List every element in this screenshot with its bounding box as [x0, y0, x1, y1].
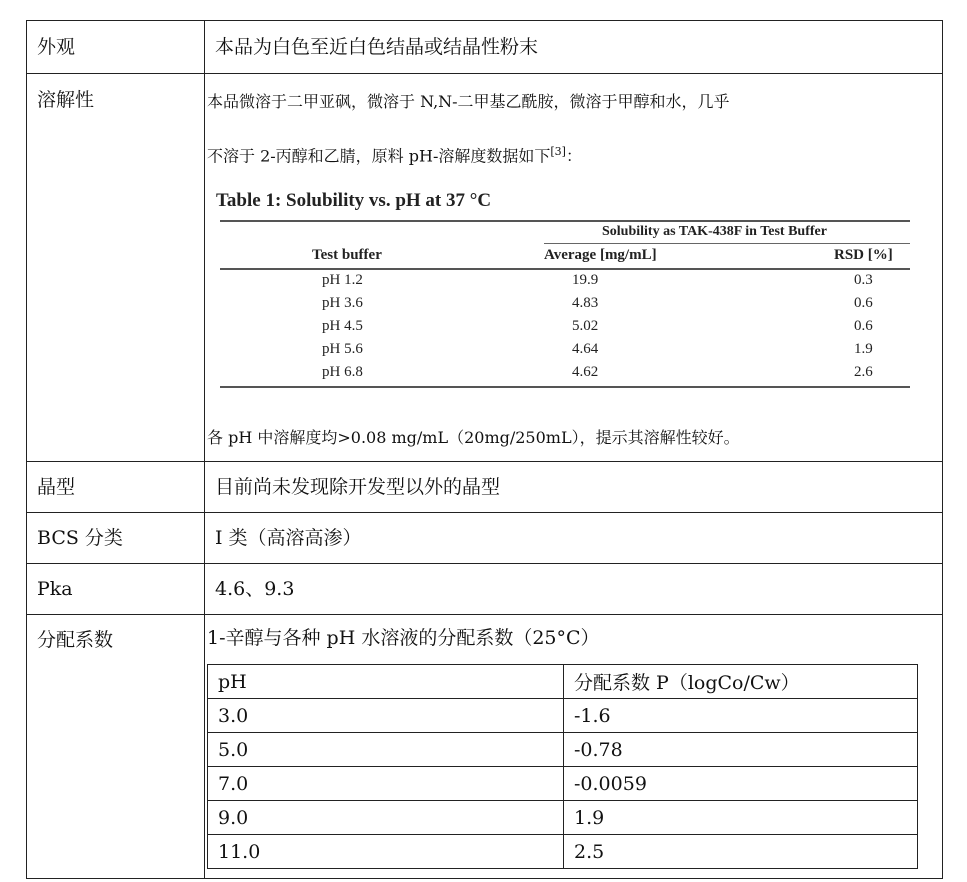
- solubility-rsd-cell: 0.6: [854, 318, 873, 334]
- solubility-average-cell: 5.02: [572, 318, 599, 334]
- partition-ph-cell: 9.0: [208, 801, 564, 835]
- value-bcs: I 类（高溶高渗）: [205, 513, 943, 564]
- partition-header-row: [208, 665, 918, 699]
- label-partition: 分配系数: [27, 615, 205, 879]
- partition-header-ph: pH: [208, 665, 564, 699]
- header-rule: [220, 268, 910, 270]
- label-pka: Pka: [27, 564, 205, 615]
- header-rsd: RSD [%]: [834, 247, 893, 263]
- partition-caption: 1-辛醇与各种 pH 水溶液的分配系数（25°C）: [207, 627, 600, 649]
- solubility-rsd-cell: 2.6: [854, 364, 873, 380]
- label-appearance: 外观: [27, 21, 205, 74]
- partition-ph-cell: 3.0: [208, 699, 564, 733]
- value-pka: 4.6、9.3: [205, 564, 943, 615]
- label-bcs: BCS 分类: [27, 513, 205, 564]
- solubility-rsd-cell: 0.3: [854, 272, 873, 288]
- row-appearance: [27, 21, 943, 74]
- label-crystal: 晶型: [27, 462, 205, 513]
- partition-value-cell: 2.5: [564, 835, 918, 869]
- partition-value-cell: -0.78: [564, 733, 918, 767]
- solubility-table-title: Table 1: Solubility vs. pH at 37 °C: [216, 190, 492, 211]
- header-test-buffer: Test buffer: [312, 247, 382, 263]
- table-bottom-rule: [220, 386, 910, 388]
- solubility-table-figure: [214, 190, 912, 392]
- solubility-buffer-cell: pH 5.6: [322, 341, 363, 357]
- table-row: [208, 767, 918, 801]
- solubility-rsd-cell: 0.6: [854, 295, 873, 311]
- solubility-summary: 各 pH 中溶解度均>0.08 mg/mL（20mg/250mL），提示其溶解性较好。: [207, 428, 740, 447]
- table-row: [208, 733, 918, 767]
- solubility-buffer-cell: pH 1.2: [322, 272, 363, 288]
- partition-value-cell: 1.9: [564, 801, 918, 835]
- solubility-text-line2: [207, 138, 582, 170]
- row-crystal: [27, 462, 943, 513]
- value-crystal: 目前尚未发现除开发型以外的晶型: [205, 462, 943, 513]
- solubility-text-line2-main: 不溶于 2-丙醇和乙腈，原料 pH-溶解度数据如下: [207, 146, 551, 166]
- row-bcs: [27, 513, 943, 564]
- group-header-rule: [544, 243, 910, 244]
- partition-value-cell: -1.6: [564, 699, 918, 733]
- partition-value-cell: -0.0059: [564, 767, 918, 801]
- solubility-text-line1: 本品微溶于二甲亚砜，微溶于 N,N-二甲基乙酰胺，微溶于甲醇和水，几乎: [207, 92, 730, 111]
- table-row: [208, 699, 918, 733]
- table-top-rule: [220, 220, 910, 222]
- partition-ph-cell: 7.0: [208, 767, 564, 801]
- partition-ph-cell: 11.0: [208, 835, 564, 869]
- solubility-average-cell: 4.83: [572, 295, 599, 311]
- solubility-buffer-cell: pH 4.5: [322, 318, 363, 334]
- group-header: Solubility as TAK-438F in Test Buffer: [602, 224, 827, 239]
- table-row: [208, 835, 918, 869]
- partition-header-coefficient: 分配系数 P（logCo/Cw）: [564, 665, 918, 699]
- label-solubility: 溶解性: [27, 74, 205, 462]
- solubility-average-cell: 19.9: [572, 272, 599, 288]
- partition-table: [207, 664, 918, 869]
- table-row: [208, 801, 918, 835]
- solubility-buffer-cell: pH 3.6: [322, 295, 363, 311]
- reference-marker: [3]: [550, 145, 566, 158]
- solubility-text-line2-end: ：: [565, 146, 582, 166]
- solubility-average-cell: 4.62: [572, 364, 599, 380]
- partition-ph-cell: 5.0: [208, 733, 564, 767]
- solubility-buffer-cell: pH 6.8: [322, 364, 363, 380]
- solubility-average-cell: 4.64: [572, 341, 599, 357]
- solubility-rsd-cell: 1.9: [854, 341, 873, 357]
- value-appearance: 本品为白色至近白色结晶或结晶性粉末: [205, 21, 943, 74]
- row-pka: [27, 564, 943, 615]
- header-average: Average [mg/mL]: [544, 247, 657, 263]
